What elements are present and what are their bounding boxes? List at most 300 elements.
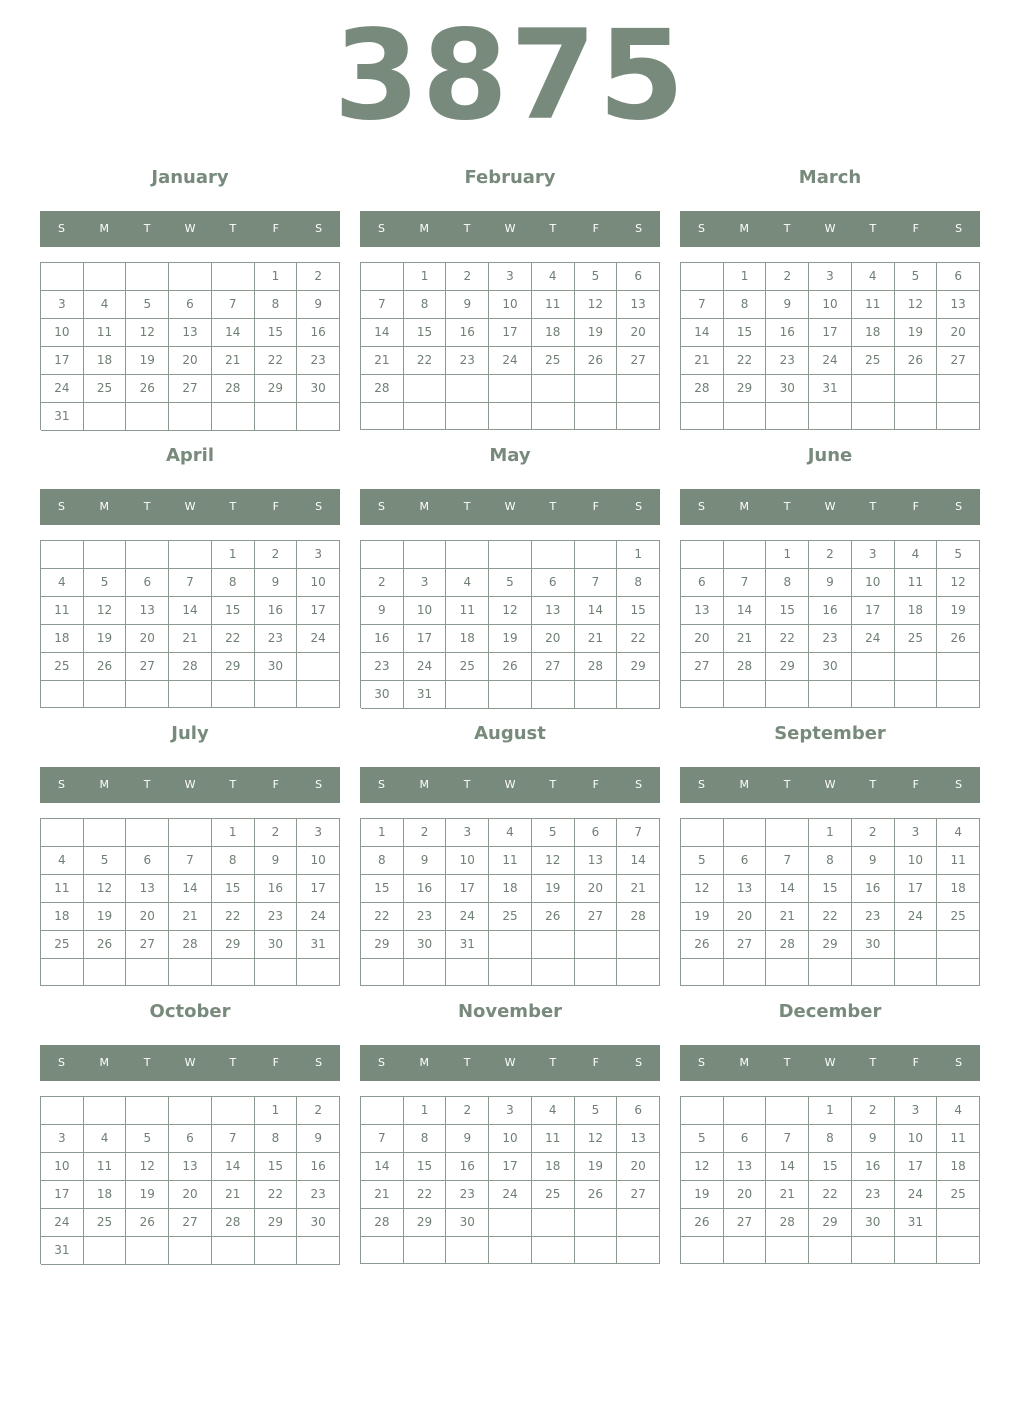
day-cell: 15 bbox=[404, 1153, 447, 1181]
day-cell: 18 bbox=[895, 597, 938, 625]
day-cell: 11 bbox=[41, 875, 84, 903]
weekday-label: S bbox=[635, 500, 643, 513]
weekday-label: M bbox=[739, 1056, 750, 1069]
day-cell: 17 bbox=[297, 875, 340, 903]
weekday-label: T bbox=[549, 500, 557, 513]
day-cell: 2 bbox=[255, 819, 298, 847]
day-cell: 20 bbox=[681, 625, 724, 653]
empty-cell bbox=[297, 653, 340, 681]
day-cell: 26 bbox=[84, 931, 127, 959]
day-cell: 10 bbox=[297, 569, 340, 597]
day-cell: 23 bbox=[255, 625, 298, 653]
day-cell: 23 bbox=[852, 903, 895, 931]
day-cell: 10 bbox=[404, 597, 447, 625]
weekday-label: W bbox=[184, 778, 196, 791]
weekday-label: T bbox=[869, 1056, 877, 1069]
day-cell: 26 bbox=[126, 1209, 169, 1237]
day-cell: 20 bbox=[724, 1181, 767, 1209]
day-cell: 27 bbox=[575, 903, 618, 931]
day-cell: 10 bbox=[297, 847, 340, 875]
empty-cell bbox=[809, 681, 852, 708]
empty-cell bbox=[126, 1237, 169, 1265]
weekday-label: F bbox=[592, 500, 599, 513]
day-cell: 13 bbox=[169, 1153, 212, 1181]
day-cell: 22 bbox=[404, 1181, 447, 1209]
day-cell: 30 bbox=[809, 653, 852, 681]
day-cell: 5 bbox=[126, 291, 169, 319]
empty-cell bbox=[937, 653, 980, 681]
empty-cell bbox=[532, 541, 575, 569]
day-cell: 18 bbox=[41, 625, 84, 653]
day-cell: 22 bbox=[766, 625, 809, 653]
empty-cell bbox=[169, 681, 212, 708]
month-name: February bbox=[464, 167, 556, 188]
day-cell: 22 bbox=[212, 903, 255, 931]
empty-cell bbox=[212, 1237, 255, 1265]
day-cell: 3 bbox=[489, 263, 532, 291]
empty-cell bbox=[532, 1237, 575, 1264]
weekday-header bbox=[680, 211, 980, 247]
day-cell: 9 bbox=[852, 847, 895, 875]
empty-cell bbox=[41, 263, 84, 291]
day-cell: 20 bbox=[937, 319, 980, 347]
day-cell: 7 bbox=[575, 569, 618, 597]
day-cell: 1 bbox=[255, 263, 298, 291]
weekday-header bbox=[360, 211, 660, 247]
weekday-label: W bbox=[184, 222, 196, 235]
weekday-label: T bbox=[549, 778, 557, 791]
day-cell: 7 bbox=[766, 1125, 809, 1153]
day-cell: 17 bbox=[809, 319, 852, 347]
empty-cell bbox=[169, 959, 212, 986]
empty-cell bbox=[852, 653, 895, 681]
day-cell: 23 bbox=[255, 903, 298, 931]
day-cell: 28 bbox=[766, 931, 809, 959]
day-cell: 20 bbox=[169, 1181, 212, 1209]
day-cell: 28 bbox=[617, 903, 660, 931]
weekday-header bbox=[40, 211, 340, 247]
day-cell: 13 bbox=[724, 875, 767, 903]
day-cell: 9 bbox=[766, 291, 809, 319]
weekday-label: F bbox=[592, 1056, 599, 1069]
day-cell: 4 bbox=[84, 291, 127, 319]
day-cell: 27 bbox=[724, 931, 767, 959]
weekday-label: S bbox=[697, 500, 705, 513]
weekday-header bbox=[680, 489, 980, 525]
day-cell: 8 bbox=[404, 1125, 447, 1153]
empty-cell bbox=[532, 681, 575, 709]
day-cell: 11 bbox=[937, 1125, 980, 1153]
day-cell: 8 bbox=[404, 291, 447, 319]
empty-cell bbox=[255, 1237, 298, 1265]
day-cell: 16 bbox=[852, 1153, 895, 1181]
day-cell: 30 bbox=[255, 931, 298, 959]
day-cell: 26 bbox=[681, 1209, 724, 1237]
day-cell: 30 bbox=[852, 931, 895, 959]
day-cell: 18 bbox=[852, 319, 895, 347]
day-cell: 10 bbox=[489, 291, 532, 319]
empty-cell bbox=[937, 375, 980, 403]
weekday-label: S bbox=[315, 778, 323, 791]
day-cell: 12 bbox=[126, 319, 169, 347]
day-cell: 29 bbox=[766, 653, 809, 681]
day-cell: 14 bbox=[724, 597, 767, 625]
weekday-label: T bbox=[229, 222, 237, 235]
day-cell: 23 bbox=[852, 1181, 895, 1209]
day-cell: 16 bbox=[404, 875, 447, 903]
weekday-label: T bbox=[463, 778, 471, 791]
day-cell: 27 bbox=[169, 1209, 212, 1237]
day-cell: 15 bbox=[766, 597, 809, 625]
day-cell: 11 bbox=[852, 291, 895, 319]
day-cell: 29 bbox=[724, 375, 767, 403]
weekday-label: T bbox=[869, 778, 877, 791]
empty-cell bbox=[575, 931, 618, 959]
day-cell: 28 bbox=[169, 653, 212, 681]
day-cell: 26 bbox=[575, 1181, 618, 1209]
day-cell: 19 bbox=[126, 1181, 169, 1209]
empty-cell bbox=[212, 681, 255, 708]
day-cell: 11 bbox=[937, 847, 980, 875]
day-cell: 24 bbox=[404, 653, 447, 681]
day-cell: 31 bbox=[404, 681, 447, 709]
day-cell: 3 bbox=[297, 541, 340, 569]
day-cell: 17 bbox=[41, 347, 84, 375]
day-cell: 5 bbox=[575, 1097, 618, 1125]
day-cell: 29 bbox=[361, 931, 404, 959]
weekday-label: S bbox=[57, 222, 65, 235]
empty-cell bbox=[169, 1097, 212, 1125]
weekday-label: T bbox=[229, 1056, 237, 1069]
empty-cell bbox=[361, 263, 404, 291]
day-grid bbox=[360, 818, 660, 986]
month-name: August bbox=[474, 723, 546, 744]
empty-cell bbox=[724, 541, 767, 569]
day-cell: 9 bbox=[297, 291, 340, 319]
weekday-label: T bbox=[869, 222, 877, 235]
day-cell: 31 bbox=[895, 1209, 938, 1237]
day-cell: 14 bbox=[766, 1153, 809, 1181]
weekday-label: S bbox=[635, 222, 643, 235]
day-cell: 23 bbox=[361, 653, 404, 681]
day-cell: 19 bbox=[681, 903, 724, 931]
day-cell: 11 bbox=[41, 597, 84, 625]
day-cell: 15 bbox=[809, 1153, 852, 1181]
day-cell: 28 bbox=[212, 375, 255, 403]
day-cell: 18 bbox=[532, 1153, 575, 1181]
day-cell: 4 bbox=[532, 1097, 575, 1125]
weekday-label: S bbox=[697, 778, 705, 791]
empty-cell bbox=[895, 1237, 938, 1264]
day-cell: 4 bbox=[446, 569, 489, 597]
empty-cell bbox=[681, 681, 724, 708]
day-cell: 10 bbox=[895, 847, 938, 875]
day-cell: 17 bbox=[895, 875, 938, 903]
weekday-label: S bbox=[635, 778, 643, 791]
weekday-label: M bbox=[739, 222, 750, 235]
day-cell: 28 bbox=[724, 653, 767, 681]
empty-cell bbox=[895, 931, 938, 959]
weekday-label: S bbox=[697, 222, 705, 235]
day-cell: 5 bbox=[681, 847, 724, 875]
day-cell: 24 bbox=[809, 347, 852, 375]
day-cell: 4 bbox=[41, 847, 84, 875]
month-name: April bbox=[165, 445, 215, 466]
day-cell: 12 bbox=[532, 847, 575, 875]
empty-cell bbox=[297, 403, 340, 431]
day-cell: 23 bbox=[446, 1181, 489, 1209]
empty-cell bbox=[575, 375, 618, 403]
empty-cell bbox=[489, 959, 532, 986]
empty-cell bbox=[724, 681, 767, 708]
day-cell: 11 bbox=[84, 319, 127, 347]
weekday-label: S bbox=[315, 222, 323, 235]
day-cell: 8 bbox=[766, 569, 809, 597]
day-cell: 6 bbox=[724, 1125, 767, 1153]
day-cell: 3 bbox=[41, 1125, 84, 1153]
day-cell: 25 bbox=[84, 375, 127, 403]
day-cell: 3 bbox=[809, 263, 852, 291]
day-cell: 13 bbox=[169, 319, 212, 347]
day-cell: 14 bbox=[169, 597, 212, 625]
day-cell: 16 bbox=[766, 319, 809, 347]
weekday-header bbox=[680, 767, 980, 803]
day-cell: 10 bbox=[41, 319, 84, 347]
empty-cell bbox=[489, 1237, 532, 1264]
day-cell: 21 bbox=[724, 625, 767, 653]
day-cell: 9 bbox=[446, 1125, 489, 1153]
day-cell: 21 bbox=[212, 347, 255, 375]
weekday-label: M bbox=[419, 1056, 430, 1069]
day-cell: 6 bbox=[681, 569, 724, 597]
empty-cell bbox=[575, 681, 618, 709]
day-cell: 17 bbox=[41, 1181, 84, 1209]
day-cell: 5 bbox=[937, 541, 980, 569]
day-cell: 1 bbox=[766, 541, 809, 569]
day-cell: 5 bbox=[84, 569, 127, 597]
empty-cell bbox=[766, 959, 809, 986]
weekday-label: T bbox=[143, 222, 151, 235]
weekday-header bbox=[40, 1045, 340, 1081]
weekday-label: F bbox=[272, 222, 279, 235]
empty-cell bbox=[809, 403, 852, 430]
day-cell: 11 bbox=[532, 1125, 575, 1153]
empty-cell bbox=[126, 403, 169, 431]
day-cell: 21 bbox=[766, 903, 809, 931]
empty-cell bbox=[297, 959, 340, 986]
day-cell: 1 bbox=[404, 1097, 447, 1125]
day-cell: 25 bbox=[446, 653, 489, 681]
day-cell: 26 bbox=[84, 653, 127, 681]
day-cell: 20 bbox=[126, 903, 169, 931]
day-cell: 1 bbox=[255, 1097, 298, 1125]
weekday-label: S bbox=[377, 1056, 385, 1069]
weekday-label: T bbox=[229, 778, 237, 791]
day-cell: 31 bbox=[41, 1237, 84, 1265]
day-cell: 16 bbox=[255, 597, 298, 625]
day-cell: 5 bbox=[126, 1125, 169, 1153]
empty-cell bbox=[617, 681, 660, 709]
day-cell: 16 bbox=[446, 319, 489, 347]
weekday-label: T bbox=[869, 500, 877, 513]
day-cell: 5 bbox=[84, 847, 127, 875]
day-cell: 20 bbox=[126, 625, 169, 653]
weekday-label: T bbox=[463, 1056, 471, 1069]
day-cell: 2 bbox=[297, 263, 340, 291]
day-cell: 27 bbox=[532, 653, 575, 681]
empty-cell bbox=[532, 1209, 575, 1237]
day-cell: 2 bbox=[404, 819, 447, 847]
empty-cell bbox=[681, 1237, 724, 1264]
day-cell: 19 bbox=[84, 903, 127, 931]
day-cell: 15 bbox=[212, 597, 255, 625]
day-cell: 1 bbox=[404, 263, 447, 291]
day-cell: 31 bbox=[809, 375, 852, 403]
day-cell: 13 bbox=[532, 597, 575, 625]
empty-cell bbox=[126, 1097, 169, 1125]
day-cell: 24 bbox=[297, 625, 340, 653]
day-cell: 30 bbox=[404, 931, 447, 959]
weekday-label: S bbox=[955, 778, 963, 791]
day-cell: 9 bbox=[297, 1125, 340, 1153]
day-cell: 30 bbox=[255, 653, 298, 681]
weekday-label: T bbox=[783, 1056, 791, 1069]
day-cell: 19 bbox=[575, 1153, 618, 1181]
day-cell: 18 bbox=[41, 903, 84, 931]
day-cell: 13 bbox=[937, 291, 980, 319]
day-cell: 21 bbox=[575, 625, 618, 653]
day-cell: 28 bbox=[169, 931, 212, 959]
day-cell: 9 bbox=[255, 569, 298, 597]
day-cell: 12 bbox=[126, 1153, 169, 1181]
day-cell: 28 bbox=[681, 375, 724, 403]
day-cell: 14 bbox=[361, 1153, 404, 1181]
empty-cell bbox=[126, 959, 169, 986]
empty-cell bbox=[84, 1237, 127, 1265]
day-cell: 19 bbox=[489, 625, 532, 653]
day-cell: 8 bbox=[212, 847, 255, 875]
day-grid bbox=[680, 818, 980, 986]
empty-cell bbox=[84, 681, 127, 708]
empty-cell bbox=[724, 959, 767, 986]
empty-cell bbox=[84, 541, 127, 569]
day-cell: 9 bbox=[255, 847, 298, 875]
day-cell: 30 bbox=[766, 375, 809, 403]
day-cell: 7 bbox=[212, 291, 255, 319]
day-grid bbox=[680, 1096, 980, 1264]
weekday-header bbox=[360, 489, 660, 525]
day-cell: 29 bbox=[255, 1209, 298, 1237]
empty-cell bbox=[446, 959, 489, 986]
day-cell: 17 bbox=[297, 597, 340, 625]
day-cell: 2 bbox=[361, 569, 404, 597]
weekday-label: M bbox=[419, 222, 430, 235]
weekday-label: F bbox=[272, 500, 279, 513]
day-cell: 8 bbox=[809, 847, 852, 875]
empty-cell bbox=[489, 1209, 532, 1237]
weekday-header bbox=[360, 767, 660, 803]
day-cell: 22 bbox=[255, 347, 298, 375]
day-cell: 22 bbox=[361, 903, 404, 931]
empty-cell bbox=[404, 1237, 447, 1264]
day-cell: 26 bbox=[532, 903, 575, 931]
day-cell: 7 bbox=[766, 847, 809, 875]
day-cell: 22 bbox=[809, 1181, 852, 1209]
day-cell: 16 bbox=[297, 1153, 340, 1181]
day-cell: 2 bbox=[446, 263, 489, 291]
day-cell: 9 bbox=[404, 847, 447, 875]
empty-cell bbox=[212, 403, 255, 431]
empty-cell bbox=[255, 681, 298, 708]
empty-cell bbox=[41, 959, 84, 986]
day-cell: 18 bbox=[84, 347, 127, 375]
empty-cell bbox=[41, 1097, 84, 1125]
empty-cell bbox=[446, 681, 489, 709]
empty-cell bbox=[681, 1097, 724, 1125]
day-cell: 17 bbox=[489, 319, 532, 347]
day-cell: 17 bbox=[852, 597, 895, 625]
year-title: 3875 bbox=[333, 4, 687, 148]
weekday-label: T bbox=[143, 500, 151, 513]
day-cell: 25 bbox=[41, 931, 84, 959]
empty-cell bbox=[532, 403, 575, 430]
empty-cell bbox=[404, 403, 447, 430]
weekday-label: M bbox=[99, 1056, 110, 1069]
weekday-label: T bbox=[229, 500, 237, 513]
day-cell: 10 bbox=[489, 1125, 532, 1153]
weekday-label: M bbox=[99, 778, 110, 791]
day-cell: 29 bbox=[809, 931, 852, 959]
empty-cell bbox=[255, 403, 298, 431]
empty-cell bbox=[489, 375, 532, 403]
empty-cell bbox=[937, 931, 980, 959]
empty-cell bbox=[852, 403, 895, 430]
day-grid bbox=[40, 818, 340, 986]
day-cell: 14 bbox=[681, 319, 724, 347]
empty-cell bbox=[404, 959, 447, 986]
day-cell: 11 bbox=[446, 597, 489, 625]
empty-cell bbox=[489, 931, 532, 959]
month-name: March bbox=[798, 167, 862, 188]
day-cell: 15 bbox=[724, 319, 767, 347]
empty-cell bbox=[361, 1237, 404, 1264]
month-name: October bbox=[149, 1001, 231, 1022]
empty-cell bbox=[766, 819, 809, 847]
empty-cell bbox=[617, 1209, 660, 1237]
day-cell: 27 bbox=[724, 1209, 767, 1237]
weekday-header bbox=[40, 767, 340, 803]
day-cell: 24 bbox=[41, 1209, 84, 1237]
day-cell: 5 bbox=[575, 263, 618, 291]
weekday-label: S bbox=[315, 1056, 323, 1069]
weekday-label: M bbox=[419, 500, 430, 513]
day-cell: 18 bbox=[446, 625, 489, 653]
day-cell: 25 bbox=[489, 903, 532, 931]
empty-cell bbox=[532, 959, 575, 986]
weekday-label: W bbox=[184, 1056, 196, 1069]
weekday-label: S bbox=[57, 500, 65, 513]
day-cell: 23 bbox=[297, 347, 340, 375]
day-cell: 5 bbox=[681, 1125, 724, 1153]
day-cell: 15 bbox=[361, 875, 404, 903]
month-name: September bbox=[774, 723, 886, 744]
empty-cell bbox=[895, 653, 938, 681]
month-name: December bbox=[778, 1001, 882, 1022]
day-cell: 26 bbox=[681, 931, 724, 959]
day-cell: 2 bbox=[255, 541, 298, 569]
empty-cell bbox=[169, 1237, 212, 1265]
day-cell: 24 bbox=[446, 903, 489, 931]
